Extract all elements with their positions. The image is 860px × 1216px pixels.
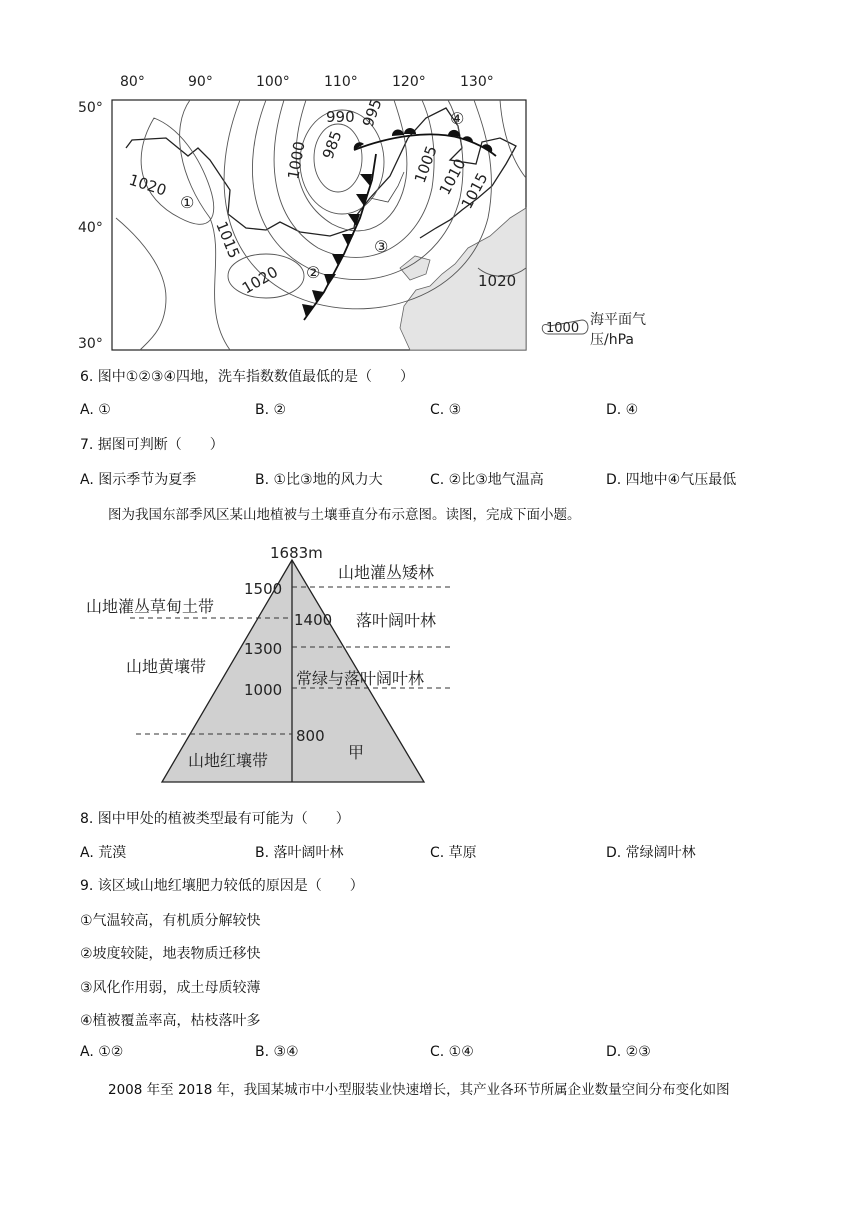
isobar-label: 1000 bbox=[284, 139, 309, 181]
lon-label: 80° bbox=[120, 74, 145, 90]
q8-option-c[interactable]: C. 草原 bbox=[430, 845, 477, 861]
point-label: ② bbox=[306, 263, 321, 282]
q6-option-c[interactable]: C. ③ bbox=[430, 402, 462, 418]
q9-option-c[interactable]: C. ①④ bbox=[430, 1044, 474, 1060]
question-6-stem: 6. 图中①②③④四地，洗车指数数值最低的是（ ） bbox=[80, 369, 415, 385]
vegetation-label: 山地灌丛矮林 bbox=[338, 563, 435, 582]
isobar-label: 1015 bbox=[212, 218, 244, 261]
elevation-label: 1500 bbox=[244, 580, 283, 598]
question-9-stem: 9. 该区域山地红壤肥力较低的原因是（ ） bbox=[80, 878, 364, 894]
isobar-label: 990 bbox=[326, 108, 355, 126]
question-8-stem: 8. 图中甲处的植被类型最有可能为（ ） bbox=[80, 811, 350, 827]
point-label: ④ bbox=[450, 109, 465, 128]
elevation-label: 1400 bbox=[294, 611, 333, 629]
vegetation-label: 甲 bbox=[348, 743, 365, 762]
isobar-label: 1020 bbox=[126, 170, 169, 200]
weather-map bbox=[70, 68, 670, 358]
isobar-label: 995 bbox=[358, 96, 386, 130]
soil-label: 山地灌丛草甸土带 bbox=[86, 597, 215, 616]
point-label: ③ bbox=[374, 237, 389, 256]
legend-text: 海平面气 bbox=[590, 312, 646, 328]
q8-option-b[interactable]: B. 落叶阔叶林 bbox=[255, 845, 344, 861]
q8-option-a[interactable]: A. 荒漠 bbox=[80, 845, 127, 861]
soil-label: 山地红壤带 bbox=[188, 751, 269, 770]
q7-option-c[interactable]: C. ②比③地气温高 bbox=[430, 472, 544, 488]
q6-option-d[interactable]: D. ④ bbox=[606, 402, 639, 418]
peak-label: 1683m bbox=[270, 544, 323, 562]
vegetation-label: 落叶阔叶林 bbox=[356, 611, 437, 630]
isobar-label: 1010 bbox=[435, 155, 470, 198]
lon-label: 90° bbox=[188, 74, 213, 90]
q7-option-a[interactable]: A. 图示季节为夏季 bbox=[80, 472, 197, 488]
isobar-label: 985 bbox=[318, 128, 346, 162]
intro-mountain: 图为我国东部季风区某山地植被与土壤垂直分布示意图。读图，完成下面小题。 bbox=[108, 507, 581, 523]
point-label: ① bbox=[180, 193, 195, 212]
isobar-label: 1015 bbox=[457, 169, 492, 212]
q7-option-b[interactable]: B. ①比③地的风力大 bbox=[255, 472, 383, 488]
lat-label: 50° bbox=[78, 100, 103, 116]
q9-statement: ②坡度较陡，地表物质迁移快 bbox=[80, 946, 261, 962]
q7-option-d[interactable]: D. 四地中④气压最低 bbox=[606, 472, 737, 488]
question-7-stem: 7. 据图可判断（ ） bbox=[80, 437, 224, 453]
isobar-label: 1020 bbox=[239, 262, 282, 298]
q9-option-b[interactable]: B. ③④ bbox=[255, 1044, 299, 1060]
elevation-label: 1300 bbox=[244, 640, 283, 658]
vegetation-label: 常绿与落叶阔叶林 bbox=[296, 669, 425, 688]
lon-label: 120° bbox=[392, 74, 426, 90]
q6-option-a[interactable]: A. ① bbox=[80, 402, 111, 418]
mountain-diagram bbox=[80, 538, 500, 788]
elevation-label: 800 bbox=[296, 727, 325, 745]
lon-label: 130° bbox=[460, 74, 494, 90]
lon-label: 110° bbox=[324, 74, 358, 90]
q9-option-a[interactable]: A. ①② bbox=[80, 1044, 124, 1060]
legend-text: 压/hPa bbox=[590, 332, 634, 348]
q8-option-d[interactable]: D. 常绿阔叶林 bbox=[606, 845, 696, 861]
lon-label: 100° bbox=[256, 74, 290, 90]
q6-option-b[interactable]: B. ② bbox=[255, 402, 287, 418]
q9-statement: ①气温较高，有机质分解较快 bbox=[80, 913, 261, 929]
lat-label: 30° bbox=[78, 336, 103, 352]
legend-value: 1000 bbox=[546, 321, 580, 336]
isobar-label: 1020 bbox=[478, 272, 517, 290]
intro-garment: 2008 年至 2018 年，我国某城市中小型服装业快速增长，其产业各环节所属企业数量空间分布变化如图 bbox=[108, 1082, 730, 1098]
isobar-label: 1005 bbox=[410, 143, 441, 186]
soil-label: 山地黄壤带 bbox=[126, 657, 207, 676]
q9-statement: ③风化作用弱，成土母质较薄 bbox=[80, 980, 261, 996]
elevation-label: 1000 bbox=[244, 681, 283, 699]
lat-label: 40° bbox=[78, 220, 103, 236]
q9-statement: ④植被覆盖率高，枯枝落叶多 bbox=[80, 1013, 261, 1029]
q9-option-d[interactable]: D. ②③ bbox=[606, 1044, 651, 1060]
